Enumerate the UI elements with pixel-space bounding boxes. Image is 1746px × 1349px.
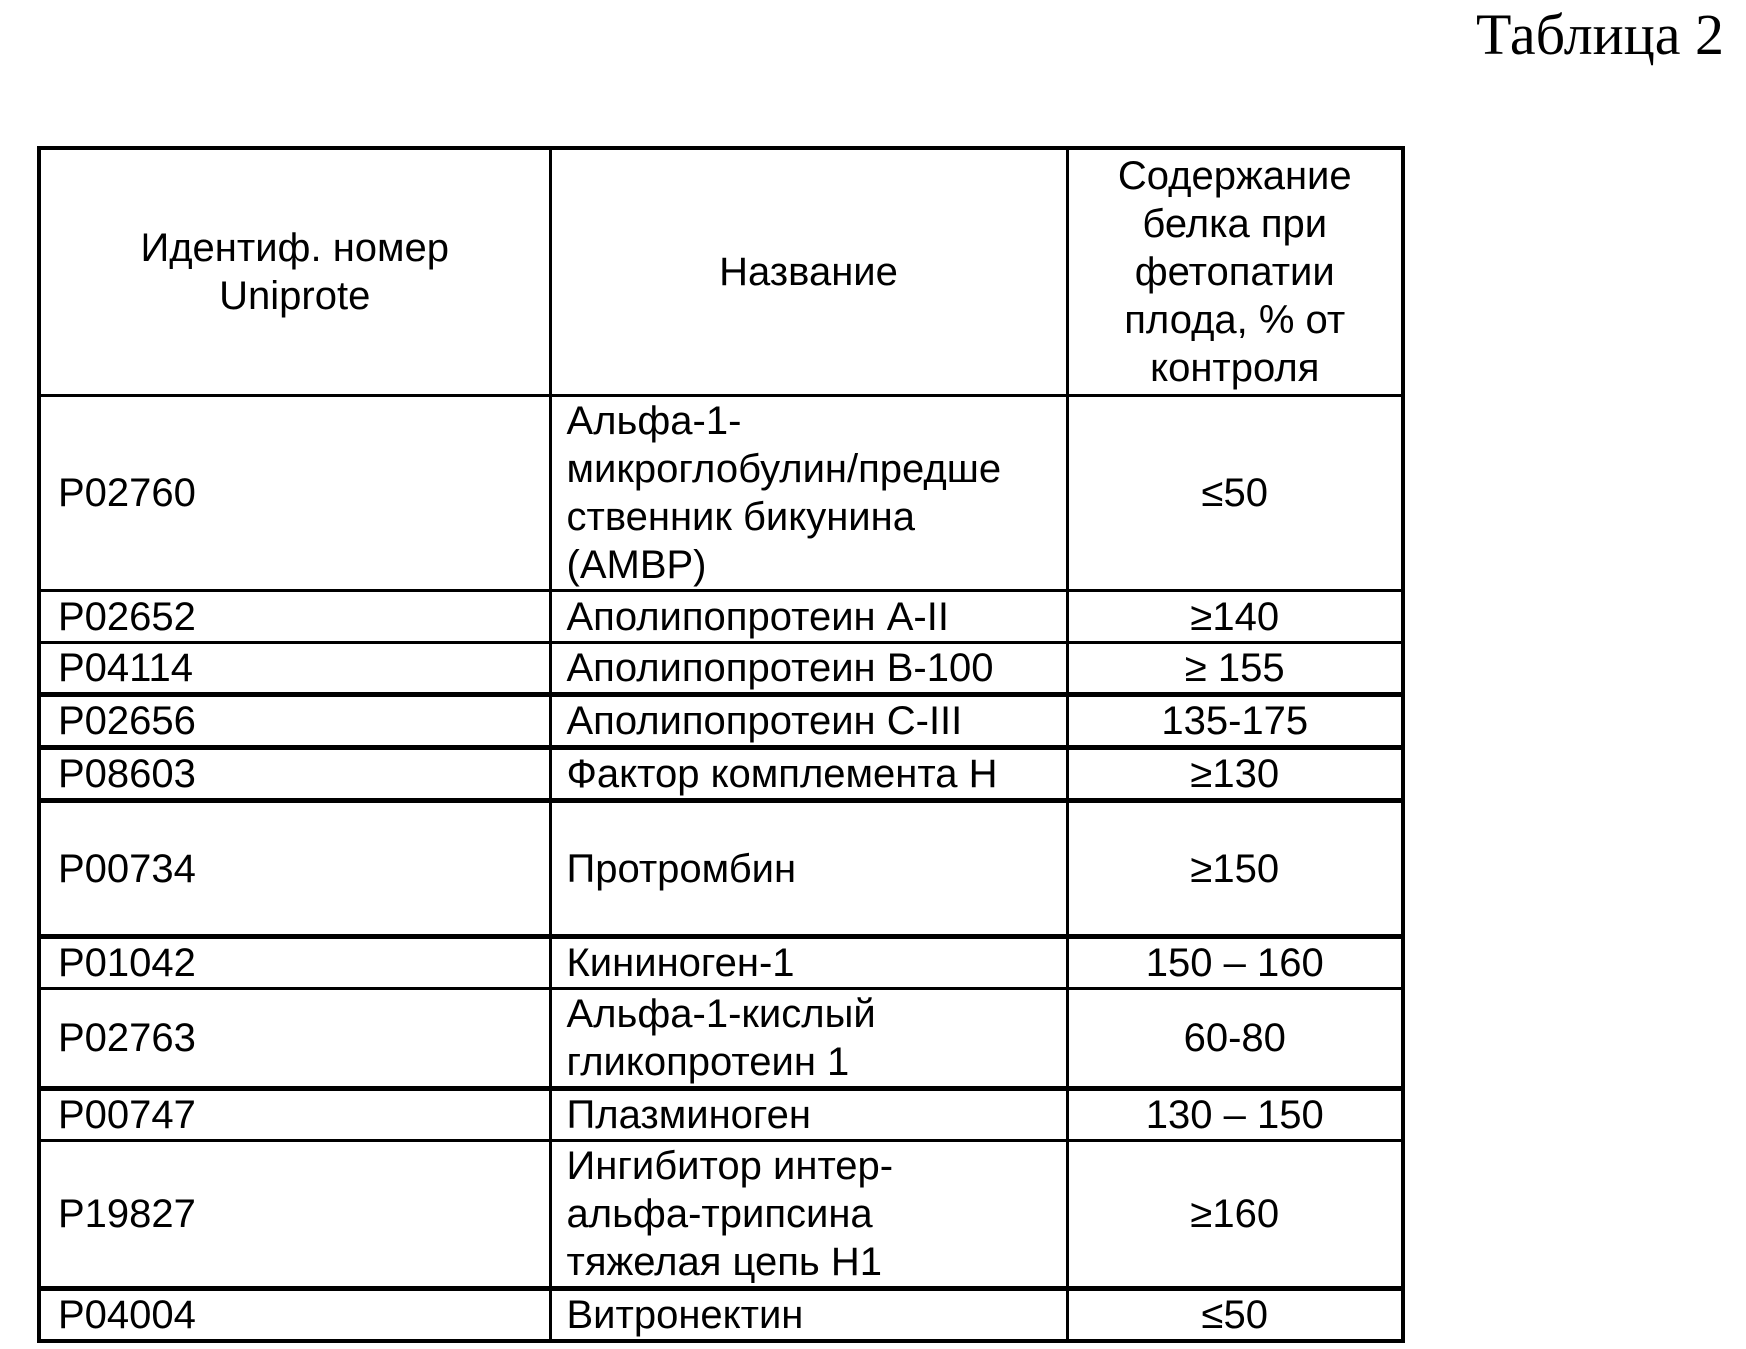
cell-protein-name: Альфа-1- микроглобулин/предше ственник бикунина (AMBP) bbox=[550, 396, 1067, 591]
cell-protein-name: Плазминоген bbox=[550, 1089, 1067, 1141]
table-row bbox=[39, 1289, 1403, 1342]
cell-protein-name: Протромбин bbox=[550, 801, 1067, 937]
cell-value: 135-175 bbox=[1067, 695, 1403, 748]
header-protein-content: Содержание белка при фетопатии плода, % от контроля bbox=[1067, 148, 1403, 396]
cell-protein-name: Аполипопротеин B-100 bbox=[550, 643, 1067, 695]
table-row bbox=[39, 396, 1403, 591]
cell-protein-name: Витронектин bbox=[550, 1289, 1067, 1342]
table-header-row bbox=[39, 148, 1403, 396]
table-row bbox=[39, 989, 1403, 1089]
cell-protein-name: Ингибитор интер- альфа-трипсина тяжелая цепь H1 bbox=[550, 1141, 1067, 1289]
cell-protein-name: Фактор комплемента H bbox=[550, 748, 1067, 801]
cell-uniprot-id: P04004 bbox=[39, 1289, 550, 1342]
cell-uniprot-id: P04114 bbox=[39, 643, 550, 695]
cell-value: 60-80 bbox=[1067, 989, 1403, 1089]
cell-protein-name: Альфа-1-кислый гликопротеин 1 bbox=[550, 989, 1067, 1089]
cell-uniprot-id: P01042 bbox=[39, 937, 550, 989]
table-row bbox=[39, 591, 1403, 643]
cell-value: 150 – 160 bbox=[1067, 937, 1403, 989]
cell-protein-name: Аполипопротеин C-III bbox=[550, 695, 1067, 748]
table-row bbox=[39, 695, 1403, 748]
header-uniprot-id: Идентиф. номер Uniprote bbox=[39, 148, 550, 396]
cell-value: ≥160 bbox=[1067, 1141, 1403, 1289]
cell-value: 130 – 150 bbox=[1067, 1089, 1403, 1141]
cell-uniprot-id: P02763 bbox=[39, 989, 550, 1089]
table-row bbox=[39, 748, 1403, 801]
cell-protein-name: Кининоген-1 bbox=[550, 937, 1067, 989]
cell-value: ≥130 bbox=[1067, 748, 1403, 801]
cell-uniprot-id: P08603 bbox=[39, 748, 550, 801]
cell-value: ≥140 bbox=[1067, 591, 1403, 643]
cell-protein-name: Аполипопротеин A-II bbox=[550, 591, 1067, 643]
table-row bbox=[39, 1089, 1403, 1141]
table-caption: Таблица 2 bbox=[1475, 2, 1724, 67]
cell-value: ≥150 bbox=[1067, 801, 1403, 937]
cell-value: ≤50 bbox=[1067, 396, 1403, 591]
protein-content-table bbox=[37, 146, 1405, 1343]
cell-uniprot-id: P02652 bbox=[39, 591, 550, 643]
cell-uniprot-id: P00747 bbox=[39, 1089, 550, 1141]
cell-uniprot-id: P02760 bbox=[39, 396, 550, 591]
table-row bbox=[39, 801, 1403, 937]
table-row bbox=[39, 1141, 1403, 1289]
cell-value: ≤50 bbox=[1067, 1289, 1403, 1342]
cell-uniprot-id: P19827 bbox=[39, 1141, 550, 1289]
table-row bbox=[39, 643, 1403, 695]
cell-uniprot-id: P02656 bbox=[39, 695, 550, 748]
header-name: Название bbox=[550, 148, 1067, 396]
cell-value: ≥ 155 bbox=[1067, 643, 1403, 695]
table-row bbox=[39, 937, 1403, 989]
cell-uniprot-id: P00734 bbox=[39, 801, 550, 937]
